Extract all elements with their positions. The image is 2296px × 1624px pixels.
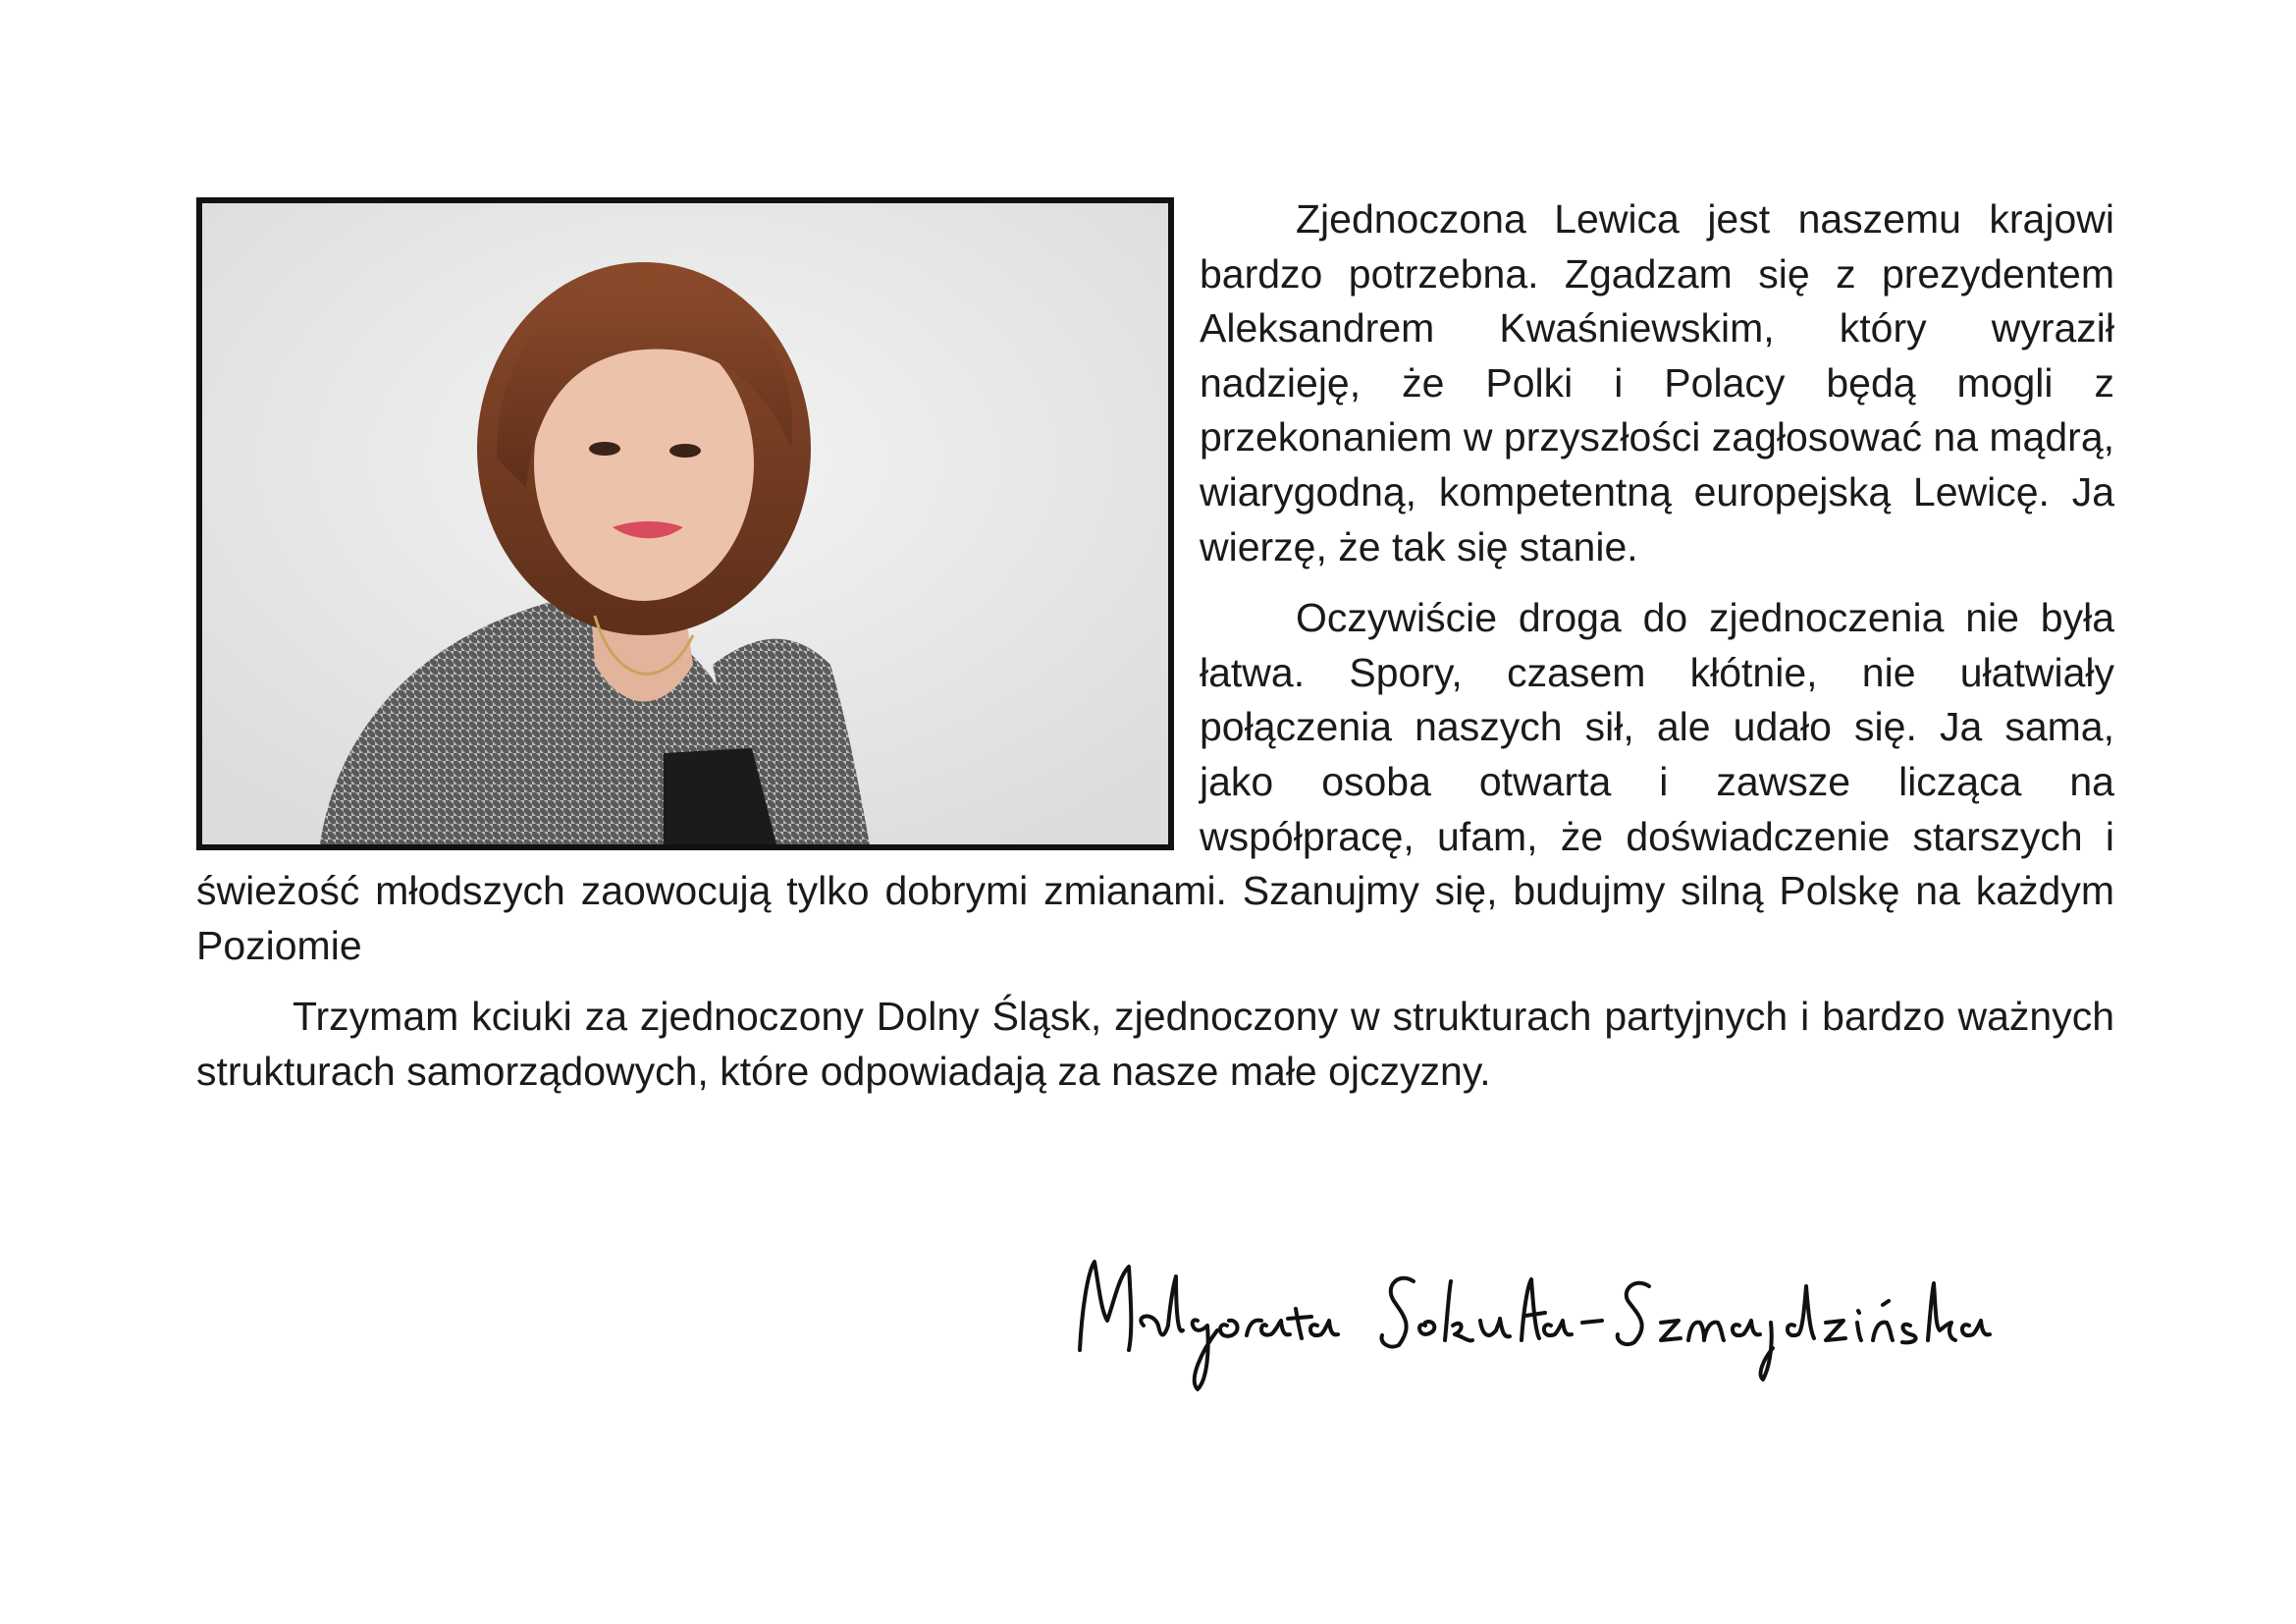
handwritten-signature (1060, 1232, 2002, 1399)
paragraph-1: Zjednoczona Lewica jest naszemu krajowi bardzo potrzebna. Zgadzam się z prezydentem Aleksandrem Kwaśniewskim, który wyraził nadzieję, że Polki i Polacy będą mogli z przekonaniem w przyszłości zagłosować na mądrą, wiarygodną, kompetentną europejską Lewicę. Ja wierzę, że tak się stanie. (1200, 196, 2115, 569)
portrait-photo (196, 197, 1174, 850)
paragraph-2: Oczywiście droga do zjednoczenia nie była łatwa. Spory, czasem kłótnie, nie ułatwiały połączenia naszych sił, ale udało się. Ja sama, jako osoba otwarta i zawsze licząca na współpracę, ufam, że doświadczenie starszych i świeżość młodszych zaowocują tylko dobrymi zmianami. Szanujmy się, budujmy silną Polskę na każdym Poziomie (196, 595, 2114, 968)
document-body (196, 192, 2114, 1116)
signature-text (1070, 1414, 1953, 1415)
signature-drawing (1060, 1232, 2002, 1399)
portrait-photo-drawing (202, 203, 1168, 844)
paragraph-3: Trzymam kciuki za zjednoczony Dolny Śląsk, zjednoczony w strukturach partyjnych i bardzo ważnych strukturach samorządowych, które odpowiadają za nasze małe ojczyzny. (196, 994, 2114, 1094)
